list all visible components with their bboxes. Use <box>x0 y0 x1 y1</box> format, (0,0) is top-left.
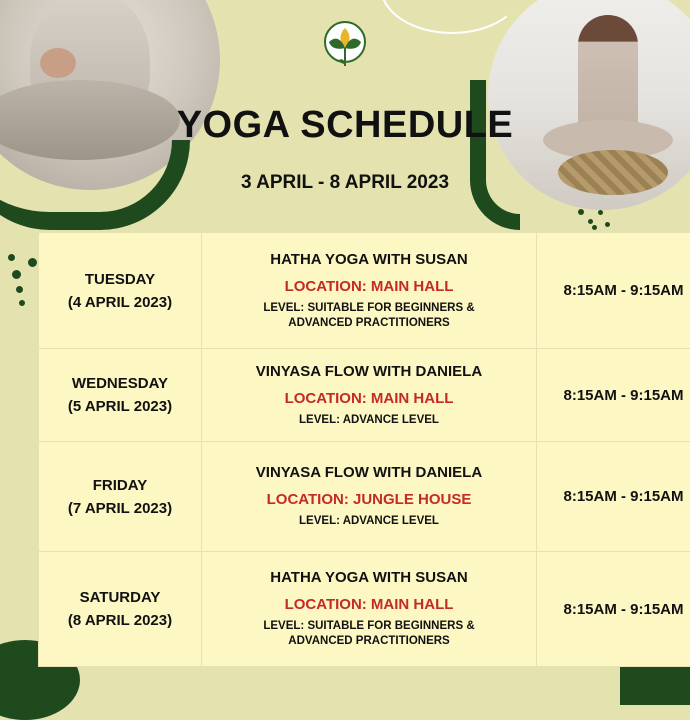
class-name: VINYASA FLOW WITH DANIELA <box>208 464 530 481</box>
class-cell <box>202 349 537 442</box>
day-date: (8 APRIL 2023) <box>45 609 195 632</box>
class-level-line: LEVEL: SUITABLE FOR BEGINNERS & <box>208 619 530 634</box>
day-cell <box>39 233 202 349</box>
day-name: FRIDAY <box>45 474 195 497</box>
table-row <box>39 552 690 667</box>
class-location: LOCATION: MAIN HALL <box>208 596 530 613</box>
class-level <box>208 514 530 529</box>
decorative-white-arc <box>380 0 524 34</box>
schedule-table <box>38 232 690 667</box>
decorative-dot <box>592 225 597 230</box>
decorative-dot <box>12 270 21 279</box>
class-name: HATHA YOGA WITH SUSAN <box>208 569 530 586</box>
class-level <box>208 413 530 428</box>
class-name: VINYASA FLOW WITH DANIELA <box>208 363 530 380</box>
decorative-dot <box>8 254 15 261</box>
class-name: HATHA YOGA WITH SUSAN <box>208 251 530 268</box>
class-level <box>208 301 530 331</box>
class-cell <box>202 233 537 349</box>
day-cell <box>39 552 202 667</box>
day-name: WEDNESDAY <box>45 372 195 395</box>
table-row <box>39 349 690 442</box>
table-row <box>39 233 690 349</box>
day-name: SATURDAY <box>45 586 195 609</box>
class-location: LOCATION: MAIN HALL <box>208 390 530 407</box>
time-cell: 8:15AM - 9:15AM <box>537 349 690 442</box>
page-title: YOGA SCHEDULE <box>0 104 690 147</box>
time-cell: 8:15AM - 9:15AM <box>537 552 690 667</box>
day-cell <box>39 349 202 442</box>
class-level-line: LEVEL: SUITABLE FOR BEGINNERS & <box>208 301 530 316</box>
day-date: (4 APRIL 2023) <box>45 291 195 314</box>
class-level <box>208 619 530 649</box>
decorative-dot <box>588 219 593 224</box>
class-cell <box>202 552 537 667</box>
class-level-line: ADVANCED PRACTITIONERS <box>208 316 530 331</box>
decorative-dot <box>19 300 25 306</box>
class-cell <box>202 442 537 552</box>
decorative-dot <box>578 209 584 215</box>
day-date: (7 APRIL 2023) <box>45 497 195 520</box>
decorative-dot <box>598 210 603 215</box>
class-level-line: ADVANCED PRACTITIONERS <box>208 634 530 649</box>
day-cell <box>39 442 202 552</box>
class-level-line: LEVEL: ADVANCE LEVEL <box>208 413 530 428</box>
date-range: 3 APRIL - 8 APRIL 2023 <box>0 172 690 194</box>
day-date: (5 APRIL 2023) <box>45 395 195 418</box>
class-location: LOCATION: JUNGLE HOUSE <box>208 491 530 508</box>
time-cell: 8:15AM - 9:15AM <box>537 442 690 552</box>
day-name: TUESDAY <box>45 268 195 291</box>
class-location: LOCATION: MAIN HALL <box>208 278 530 295</box>
decorative-dot <box>16 286 23 293</box>
decorative-dot <box>605 222 610 227</box>
time-cell: 8:15AM - 9:15AM <box>537 233 690 349</box>
decorative-green-arc-right <box>470 80 520 230</box>
decorative-dot <box>28 258 37 267</box>
table-row <box>39 442 690 552</box>
class-level-line: LEVEL: ADVANCE LEVEL <box>208 514 530 529</box>
lotus-logo-icon <box>321 20 369 70</box>
